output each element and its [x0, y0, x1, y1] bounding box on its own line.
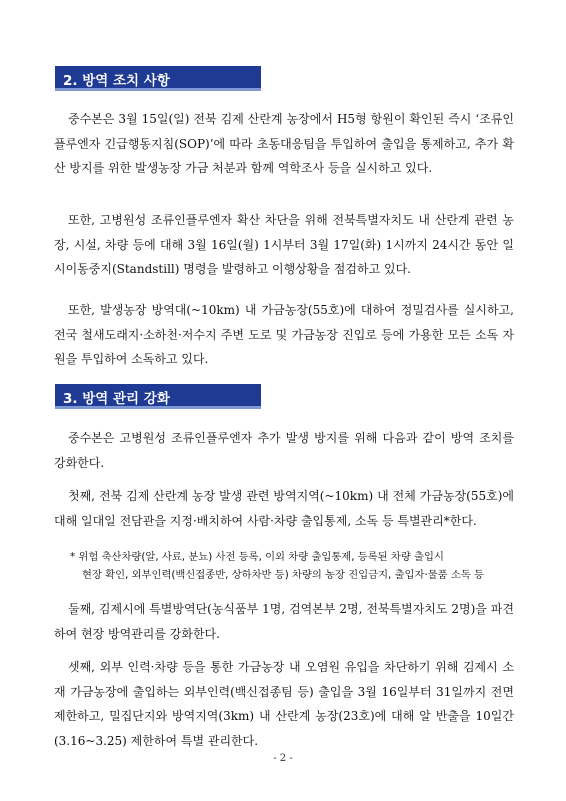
- section-2-heading: [55, 66, 261, 91]
- page-number: - 2 -: [273, 753, 293, 764]
- footnote-line-2: 현장 확인, 외부인력(백신접종반, 상하차반 등) 차량의 농장 진입금지, 출입자·물품 소독 등: [82, 569, 484, 581]
- footnote: [70, 548, 520, 584]
- footnote-line-1: * 위험 축산차량(알, 사료, 분뇨) 사전 등록, 이외 차량 출입통제, 등록된 차량 출입시: [70, 551, 444, 563]
- section-2-paragraph-3: 또한, 발생농장 방역대(~10km) 내 가금농장(55호)에 대하여 정밀검사를 실시하고, 전국 철새도래지·소하천·저수지 주변 도로 및 가금농장 진입로 등에 가용한 모든 소독 자원을 투입하여 소독하고 있다.: [54, 303, 514, 366]
- section-3-heading: [55, 384, 261, 409]
- section-3-title: 3. 방역 관리 강화: [63, 391, 170, 407]
- section-3-paragraph-2: 첫째, 전북 김제 산란계 농장 발생 관련 방역지역(~10km) 내 전체 가금농장(55호)에 대해 일대일 전담관을 지정·배치하여 사람·차량 출입통제, 소독 등 특별관리*한다.: [54, 489, 514, 528]
- section-3-paragraph-4: 셋째, 외부 인력·차량 등을 통한 가금농장 내 오염원 유입을 차단하기 위해 김제시 소재 가금농장에 출입하는 외부인력(백신접종팀 등) 출입을 3월 16일부터 31일까지 전면 제한하고, 밀집단지와 방역지역(3km) 내 산란계 농장(23호)에 대해 알 반출을 10일간(3.16~3.25) 제한하여 특별 관리한다.: [54, 660, 514, 748]
- section-2-title: 2. 방역 조치 사항: [63, 73, 170, 89]
- section-3-paragraph-1: 중수본은 고병원성 조류인플루엔자 추가 발생 방지를 위해 다음과 같이 방역 조치를 강화한다.: [54, 431, 514, 470]
- section-3-paragraph-3: 둘째, 김제시에 특별방역단(농식품부 1명, 검역본부 2명, 전북특별자치도 2명)을 파견하여 현장 방역관리를 강화한다.: [54, 602, 514, 641]
- section-2-paragraph-1: 중수본은 3월 15일(일) 전북 김제 산란계 농장에서 H5형 항원이 확인된 즉시 ‘조류인플루엔자 긴급행동지침(SOP)’에 따라 초동대응팀을 투입하여 출입을 통제하고, 추가 확산 방지를 위한 발생농장 가금 처분과 함께 역학조사 등을 실시하고 있다.: [54, 112, 514, 175]
- section-2-paragraph-2: 또한, 고병원성 조류인플루엔자 확산 차단을 위해 전북특별자치도 내 산란계 관련 농장, 시설, 차량 등에 대해 3월 16일(월) 1시부터 3월 17일(화) 1시까지 24시간 동안 일시이동중지(Standstill) 명령을 발령하고 이행상황을 점검하고 있다.: [54, 213, 514, 276]
